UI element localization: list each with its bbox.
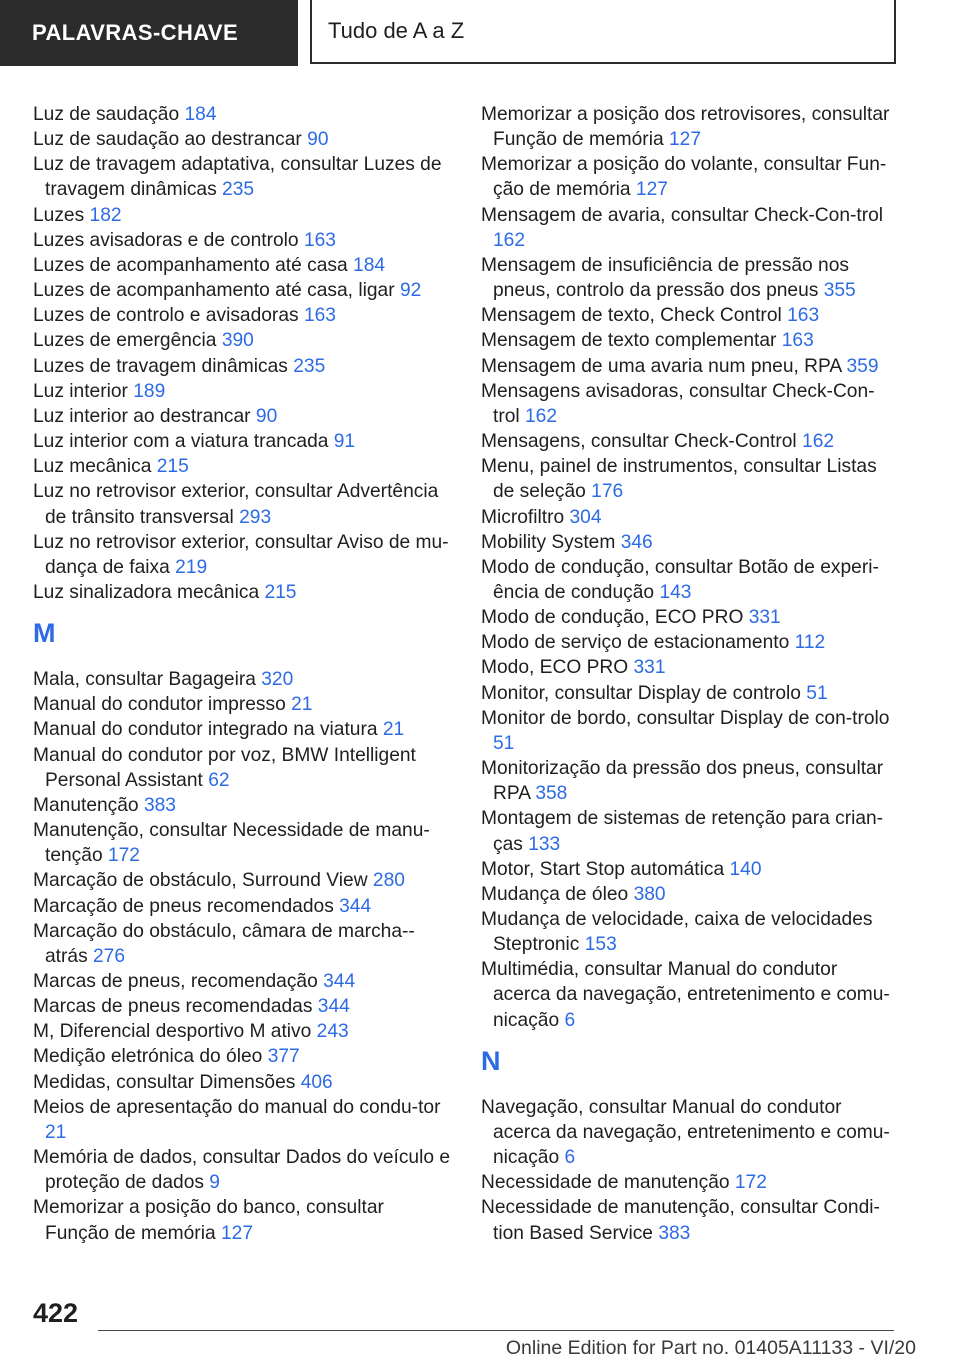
index-entry-text: Menu, painel de instrumentos, consultar Listas de seleção [481, 456, 877, 503]
index-entry-text: Monitor de bordo, consultar Display de con-trolo [481, 707, 890, 729]
index-entry-text: Montagem de sistemas de retenção para crian-ças [481, 808, 884, 855]
page-reference-link[interactable]: 344 [323, 971, 356, 992]
index-entry [33, 152, 453, 202]
page-reference-link[interactable]: 176 [591, 481, 624, 503]
page-reference-link[interactable]: 346 [620, 531, 653, 553]
index-column-right [481, 102, 891, 1246]
page-reference-link[interactable]: 215 [264, 581, 297, 603]
page-reference-link[interactable]: 162 [802, 431, 835, 453]
index-entry-text: Monitor, consultar Display de controlo [481, 682, 801, 704]
page-reference-link[interactable]: 163 [781, 330, 814, 352]
index-entry-text: Luzes de acompanhamento até casa, ligar [33, 280, 395, 302]
page-reference-link[interactable]: 143 [659, 581, 692, 603]
index-entry-text: Luz de saudação [33, 104, 180, 125]
index-entry [481, 1170, 891, 1195]
index-entry [33, 793, 453, 818]
section-tab[interactable]: PALAVRAS-CHAVE [0, 0, 298, 66]
index-entry [33, 479, 453, 529]
index-entry [33, 692, 453, 717]
index-entry [481, 379, 891, 429]
page-reference-link[interactable]: 359 [846, 355, 879, 377]
index-entry [481, 605, 891, 630]
index-entry [33, 1095, 453, 1145]
index-entry [33, 303, 453, 328]
page-reference-link[interactable]: 51 [806, 682, 828, 704]
index-entry-text: Luz no retrovisor exterior, consultar Advertência de trânsito transversal [33, 481, 439, 528]
index-entry-text: Manutenção, consultar Necessidade de manu-tenção [33, 820, 430, 867]
index-entry [33, 919, 453, 969]
index-entry-text: Mensagens avisadoras, consultar Check-Con-trol [481, 380, 875, 427]
page-reference-link[interactable]: 133 [528, 833, 561, 855]
index-entry [33, 580, 453, 605]
page-reference-link[interactable]: 243 [316, 1021, 349, 1043]
page-reference-link[interactable]: 127 [635, 179, 668, 201]
index-entry-text: Mensagem de texto complementar [481, 330, 777, 352]
index-entry [33, 1044, 453, 1069]
page-reference-link[interactable]: 90 [255, 405, 278, 427]
index-entry-text: Mudança de óleo [481, 883, 629, 905]
index-entry-text: Mensagem de avaria, consultar Check-Con-trol [481, 204, 884, 226]
page-reference-link[interactable]: 163 [303, 229, 336, 251]
index-entry-text: Mensagem de texto, Check Control [481, 305, 782, 327]
index-entry-text: Marcação do obstáculo, câmara de marcha--atrás [33, 920, 415, 967]
page-reference-link[interactable]: 127 [668, 129, 701, 151]
index-entry [33, 868, 453, 893]
page-reference-link[interactable]: 21 [291, 694, 313, 716]
page-reference-link[interactable]: 293 [239, 506, 272, 528]
index-column-left [33, 102, 453, 1246]
index-entry-text: Memorizar a posição do volante, consultar Fun-ção de memória [481, 154, 887, 201]
page-reference-link[interactable]: 182 [89, 204, 122, 226]
index-entry-text: Medidas, consultar Dimensões [33, 1071, 296, 1093]
index-entry [33, 278, 453, 303]
page-reference-link[interactable]: 280 [372, 870, 405, 892]
index-entry-text: Luz interior [33, 380, 128, 402]
index-entry [481, 1195, 891, 1245]
index-entry-text: Manual do condutor impresso [33, 694, 286, 716]
index-entry [481, 303, 891, 328]
footer-divider [98, 1330, 894, 1331]
page-reference-link[interactable]: 219 [175, 556, 208, 578]
page-number: 422 [33, 1298, 79, 1328]
index-entry-text: Luz no retrovisor exterior, consultar Aviso de mu-dança de faixa [33, 531, 449, 578]
index-entry [33, 1195, 453, 1245]
index-entry-text: Manual do condutor por voz, BMW Intelligent Personal Assistant [33, 744, 416, 791]
page-reference-link[interactable]: 355 [823, 280, 856, 302]
index-entry-text: Luz interior com a viatura trancada [33, 431, 329, 453]
index-letter-heading: M [33, 618, 56, 649]
page-reference-link[interactable]: 377 [267, 1046, 300, 1068]
index-entry [481, 203, 891, 253]
index-entry-text: Luz de travagem adaptativa, consultar Luzes de travagem dinâmicas [33, 154, 442, 201]
index-entry-text: Marcação de pneus recomendados [33, 895, 334, 917]
index-entry-text: Marcas de pneus, recomendação [33, 971, 318, 992]
index-entry [33, 894, 453, 919]
edition-footer: Online Edition for Part no. 01405A11133 - VI/20 [505, 1337, 916, 1359]
index-entry [33, 969, 453, 994]
index-entry [481, 756, 891, 806]
page-reference-link[interactable]: 162 [493, 229, 526, 251]
index-entry-text: Motor, Start Stop automática [481, 858, 725, 880]
index-entry [481, 806, 891, 856]
index-entry [33, 228, 453, 253]
index-entry [481, 530, 891, 555]
page-reference-link[interactable]: 215 [156, 456, 189, 478]
page-reference-link[interactable]: 383 [143, 794, 176, 816]
index-entry [481, 328, 891, 353]
page-reference-link[interactable]: 91 [333, 431, 356, 453]
index-entry [33, 717, 453, 742]
page-reference-link[interactable]: 331 [633, 657, 666, 679]
page-reference-link[interactable]: 6 [564, 1009, 576, 1031]
page-reference-link[interactable]: 162 [525, 405, 558, 427]
page-reference-link[interactable]: 235 [222, 179, 255, 201]
index-entry [33, 429, 453, 454]
index-entry-text: Luz de saudação ao destrancar [33, 129, 302, 151]
index-entry [33, 1145, 453, 1195]
index-entry [33, 994, 453, 1019]
index-entry-text: Mudança de velocidade, caixa de velocidades Steptronic [481, 909, 873, 956]
page-reference-link[interactable]: 390 [221, 330, 254, 352]
index-entry [481, 429, 891, 454]
page-reference-link[interactable]: 153 [584, 934, 617, 956]
index-entry-text: Mensagem de uma avaria num pneu, RPA [481, 355, 842, 377]
page-reference-link[interactable]: 276 [93, 945, 126, 967]
index-entry-text: Luz interior ao destrancar [33, 405, 251, 427]
page-reference-link[interactable]: 62 [208, 769, 230, 791]
page-reference-link[interactable]: 112 [794, 632, 826, 654]
index-entry [33, 454, 453, 479]
index-entry-text: Navegação, consultar Manual do condutor acerca da navegação, entretenimento e comu-nicação [481, 1096, 890, 1169]
index-entry-text: Monitorização da pressão dos pneus, consultar RPA [481, 758, 884, 805]
index-entry-text: Necessidade de manutenção, consultar Condi-tion Based Service [481, 1197, 880, 1244]
index-entry [481, 882, 891, 907]
index-entry-text: Memorizar a posição dos retrovisores, consultar Função de memória [481, 104, 890, 151]
index-entry [481, 907, 891, 957]
page-reference-link[interactable]: 163 [303, 305, 336, 327]
index-entry [481, 253, 891, 303]
index-entry-text: Luzes de controlo e avisadoras [33, 305, 299, 327]
index-entry-text: Luz sinalizadora mecânica [33, 581, 260, 603]
page-reference-link[interactable]: 9 [209, 1172, 220, 1194]
index-entry-text: Luzes de emergência [33, 330, 217, 352]
index-entry [33, 379, 453, 404]
index-entry-text: M, Diferencial desportivo M ativo [33, 1021, 312, 1043]
index-entry [481, 102, 891, 152]
page-reference-link[interactable]: 344 [339, 895, 372, 917]
page-reference-link[interactable]: 406 [300, 1071, 333, 1093]
index-entry [481, 152, 891, 202]
index-entry-text: Mensagem de insuficiência de pressão nos pneus, controlo da pressão dos pneus [481, 254, 849, 302]
page-reference-link[interactable]: 51 [493, 732, 515, 754]
index-entry-text: Luz mecânica [33, 456, 152, 478]
index-entry-text: Necessidade de manutenção [481, 1172, 730, 1194]
chapter-title-tab[interactable]: Tudo de A a Z [310, 0, 896, 64]
page-reference-link[interactable]: 163 [787, 305, 820, 327]
index-entry-text: Luzes [33, 204, 85, 226]
page-reference-link[interactable]: 172 [734, 1172, 767, 1194]
index-entry [481, 706, 891, 756]
page-reference-link[interactable]: 380 [633, 883, 666, 905]
index-entry [481, 857, 891, 882]
page-reference-link[interactable]: 184 [353, 254, 386, 276]
index-entry-text: Luzes avisadoras e de controlo [33, 229, 299, 251]
index-entry [33, 667, 453, 692]
index-entry-text: Modo de condução, consultar Botão de experi-ência de condução [481, 556, 879, 603]
index-entry-text: Luzes de acompanhamento até casa [33, 254, 348, 276]
index-entry [481, 354, 891, 379]
page-reference-link[interactable]: 304 [569, 506, 602, 528]
index-entry [33, 530, 453, 580]
index-entry-text: Mobility System [481, 531, 616, 553]
index-entry [33, 102, 453, 127]
index-entry-text: Manual do condutor integrado na viatura [33, 719, 378, 741]
page-reference-link[interactable]: 358 [535, 783, 568, 805]
index-entry [481, 655, 891, 680]
index-entry [481, 957, 891, 1032]
index-entry-text: Modo, ECO PRO [481, 657, 629, 679]
page-reference-link[interactable]: 184 [184, 104, 217, 125]
page-reference-link[interactable]: 6 [564, 1147, 576, 1169]
index-entry-text: Meios de apresentação do manual do condu-tor [33, 1096, 441, 1118]
index-entry [481, 681, 891, 706]
page-header [0, 0, 960, 66]
index-entry-text: Modo de serviço de estacionamento [481, 632, 790, 654]
index-entry [481, 454, 891, 504]
page-reference-link[interactable]: 90 [307, 129, 329, 151]
index-entry-text: Manutenção [33, 794, 139, 816]
index-entry-text: Medição eletrónica do óleo [33, 1046, 263, 1068]
index-entry [481, 505, 891, 530]
index-entry [481, 630, 891, 655]
index-entry [33, 328, 453, 353]
page-reference-link[interactable]: 320 [261, 669, 294, 691]
page-reference-link[interactable]: 21 [45, 1121, 67, 1143]
index-entry [33, 127, 453, 152]
page-reference-link[interactable]: 127 [220, 1222, 253, 1244]
page-reference-link[interactable]: 383 [658, 1222, 691, 1244]
index-entry-text: Memorizar a posição do banco, consultar Função de memória [33, 1197, 384, 1244]
page-reference-link[interactable]: 140 [729, 858, 762, 880]
index-entry-text: Modo de condução, ECO PRO [481, 607, 744, 629]
page-reference-link[interactable]: 21 [382, 719, 405, 741]
index-entry [33, 354, 453, 379]
index-entry [33, 743, 453, 793]
index-entry-text: Mensagens, consultar Check-Control [481, 431, 797, 453]
index-entry-text: Mala, consultar Bagageira [33, 669, 256, 691]
index-entry-text: Memória de dados, consultar Dados do veículo e proteção de dados [33, 1147, 451, 1194]
index-entry-text: Marcas de pneus recomendadas [33, 996, 313, 1018]
index-entry [481, 1095, 891, 1170]
index-entry [33, 253, 453, 278]
index-entry-text: Marcação de obstáculo, Surround View [33, 870, 368, 892]
page-reference-link[interactable]: 92 [399, 280, 422, 302]
index-entry-text: Microfiltro [481, 506, 565, 528]
index-entry [481, 555, 891, 605]
index-entry [33, 818, 453, 868]
page-reference-link[interactable]: 189 [133, 380, 166, 402]
index-entry-text: Luzes de travagem dinâmicas [33, 355, 288, 377]
index-entry [33, 404, 453, 429]
index-letter-heading: N [481, 1045, 501, 1076]
index-entry [33, 203, 453, 228]
index-entry [33, 1019, 453, 1044]
page-reference-link[interactable]: 331 [748, 607, 781, 629]
index-entry-text: Multimédia, consultar Manual do condutor acerca da navegação, entretenimento e comu-nicação [481, 959, 890, 1031]
index-entry [33, 1070, 453, 1095]
page-reference-link[interactable]: 344 [317, 996, 350, 1018]
page-reference-link[interactable]: 172 [107, 845, 140, 867]
page-reference-link[interactable]: 235 [293, 355, 326, 377]
